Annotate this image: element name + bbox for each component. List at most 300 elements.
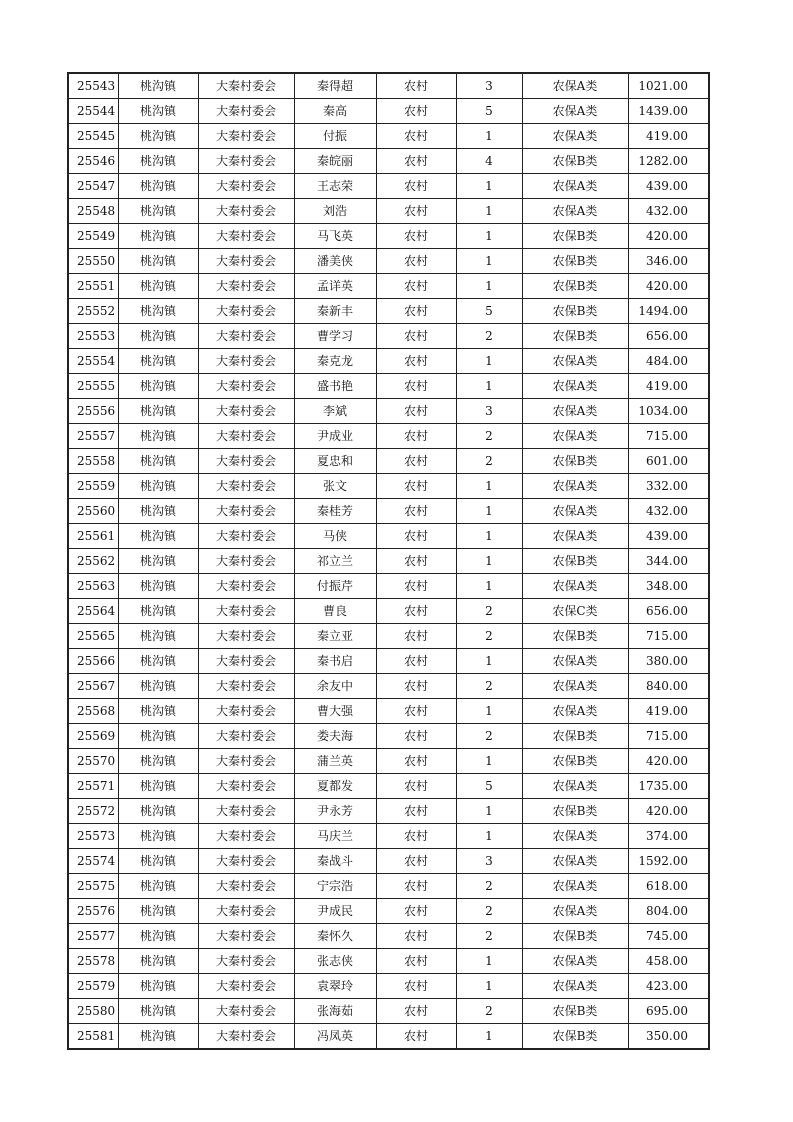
record-id-cell: 25557 (68, 424, 118, 449)
record-id-cell: 25543 (68, 73, 118, 99)
area-type-cell: 农村 (376, 549, 456, 574)
table-row (68, 449, 709, 474)
town-cell: 桃沟镇 (118, 199, 198, 224)
record-id-cell: 25552 (68, 299, 118, 324)
village-committee-cell: 大秦村委会 (198, 549, 294, 574)
insurance-category-cell: 农保A类 (522, 899, 628, 924)
village-committee-cell: 大秦村委会 (198, 73, 294, 99)
town-cell: 桃沟镇 (118, 849, 198, 874)
village-committee-cell: 大秦村委会 (198, 649, 294, 674)
amount-cell: 601.00 (628, 449, 709, 474)
area-type-cell: 农村 (376, 499, 456, 524)
amount-cell: 656.00 (628, 324, 709, 349)
insurance-category-cell: 农保B类 (522, 799, 628, 824)
amount-cell: 439.00 (628, 174, 709, 199)
area-type-cell: 农村 (376, 174, 456, 199)
town-cell: 桃沟镇 (118, 899, 198, 924)
record-id-cell: 25575 (68, 874, 118, 899)
town-cell: 桃沟镇 (118, 374, 198, 399)
village-committee-cell: 大秦村委会 (198, 499, 294, 524)
town-cell: 桃沟镇 (118, 974, 198, 999)
household-count-cell: 2 (456, 424, 522, 449)
village-committee-cell: 大秦村委会 (198, 124, 294, 149)
person-name-cell: 秦得超 (294, 73, 376, 99)
table-row (68, 174, 709, 199)
area-type-cell: 农村 (376, 149, 456, 174)
town-cell: 桃沟镇 (118, 399, 198, 424)
record-id-cell: 25574 (68, 849, 118, 874)
area-type-cell: 农村 (376, 849, 456, 874)
table-row (68, 699, 709, 724)
amount-cell: 419.00 (628, 374, 709, 399)
record-id-cell: 25564 (68, 599, 118, 624)
village-committee-cell: 大秦村委会 (198, 674, 294, 699)
town-cell: 桃沟镇 (118, 274, 198, 299)
person-name-cell: 夏都发 (294, 774, 376, 799)
person-name-cell: 张志侠 (294, 949, 376, 974)
insurance-category-cell: 农保A类 (522, 349, 628, 374)
town-cell: 桃沟镇 (118, 349, 198, 374)
person-name-cell: 潘美侠 (294, 249, 376, 274)
amount-cell: 420.00 (628, 274, 709, 299)
record-id-cell: 25568 (68, 699, 118, 724)
person-name-cell: 王志荣 (294, 174, 376, 199)
person-name-cell: 袁翠玲 (294, 974, 376, 999)
insurance-category-cell: 农保A类 (522, 849, 628, 874)
village-committee-cell: 大秦村委会 (198, 849, 294, 874)
town-cell: 桃沟镇 (118, 649, 198, 674)
town-cell: 桃沟镇 (118, 599, 198, 624)
village-committee-cell: 大秦村委会 (198, 799, 294, 824)
village-committee-cell: 大秦村委会 (198, 824, 294, 849)
household-count-cell: 1 (456, 799, 522, 824)
person-name-cell: 冯凤英 (294, 1024, 376, 1050)
table-row (68, 224, 709, 249)
record-id-cell: 25565 (68, 624, 118, 649)
record-id-cell: 25544 (68, 99, 118, 124)
area-type-cell: 农村 (376, 999, 456, 1024)
household-count-cell: 4 (456, 149, 522, 174)
record-id-cell: 25578 (68, 949, 118, 974)
insurance-category-cell: 农保C类 (522, 599, 628, 624)
record-id-cell: 25550 (68, 249, 118, 274)
table-row (68, 73, 709, 99)
person-name-cell: 秦立亚 (294, 624, 376, 649)
household-count-cell: 2 (456, 324, 522, 349)
table-row (68, 924, 709, 949)
village-committee-cell: 大秦村委会 (198, 524, 294, 549)
area-type-cell: 农村 (376, 474, 456, 499)
town-cell: 桃沟镇 (118, 799, 198, 824)
town-cell: 桃沟镇 (118, 574, 198, 599)
amount-cell: 346.00 (628, 249, 709, 274)
village-committee-cell: 大秦村委会 (198, 224, 294, 249)
area-type-cell: 农村 (376, 349, 456, 374)
village-committee-cell: 大秦村委会 (198, 749, 294, 774)
area-type-cell: 农村 (376, 774, 456, 799)
insurance-category-cell: 农保B类 (522, 449, 628, 474)
town-cell: 桃沟镇 (118, 674, 198, 699)
record-id-cell: 25553 (68, 324, 118, 349)
amount-cell: 695.00 (628, 999, 709, 1024)
household-count-cell: 2 (456, 999, 522, 1024)
record-id-cell: 25577 (68, 924, 118, 949)
table-row (68, 474, 709, 499)
village-committee-cell: 大秦村委会 (198, 1024, 294, 1050)
household-count-cell: 2 (456, 874, 522, 899)
insurance-category-cell: 农保B类 (522, 1024, 628, 1050)
insurance-category-cell: 农保A类 (522, 424, 628, 449)
household-count-cell: 3 (456, 73, 522, 99)
area-type-cell: 农村 (376, 874, 456, 899)
village-committee-cell: 大秦村委会 (198, 974, 294, 999)
area-type-cell: 农村 (376, 799, 456, 824)
household-count-cell: 1 (456, 374, 522, 399)
household-count-cell: 1 (456, 1024, 522, 1050)
table-row (68, 149, 709, 174)
record-id-cell: 25555 (68, 374, 118, 399)
person-name-cell: 尹成民 (294, 899, 376, 924)
person-name-cell: 张海茹 (294, 999, 376, 1024)
amount-cell: 380.00 (628, 649, 709, 674)
amount-cell: 420.00 (628, 224, 709, 249)
amount-cell: 1021.00 (628, 73, 709, 99)
village-committee-cell: 大秦村委会 (198, 349, 294, 374)
insurance-category-cell: 农保B类 (522, 999, 628, 1024)
record-id-cell: 25576 (68, 899, 118, 924)
table-row (68, 99, 709, 124)
town-cell: 桃沟镇 (118, 774, 198, 799)
insurance-category-cell: 农保A类 (522, 73, 628, 99)
record-id-cell: 25569 (68, 724, 118, 749)
village-committee-cell: 大秦村委会 (198, 374, 294, 399)
insurance-category-cell: 农保B类 (522, 724, 628, 749)
town-cell: 桃沟镇 (118, 924, 198, 949)
record-id-cell: 25580 (68, 999, 118, 1024)
household-count-cell: 1 (456, 349, 522, 374)
household-count-cell: 3 (456, 399, 522, 424)
village-committee-cell: 大秦村委会 (198, 99, 294, 124)
village-committee-cell: 大秦村委会 (198, 599, 294, 624)
insurance-category-cell: 农保B类 (522, 274, 628, 299)
table-row (68, 274, 709, 299)
village-committee-cell: 大秦村委会 (198, 174, 294, 199)
person-name-cell: 马飞英 (294, 224, 376, 249)
village-committee-cell: 大秦村委会 (198, 999, 294, 1024)
insurance-category-cell: 农保A类 (522, 974, 628, 999)
person-name-cell: 尹成业 (294, 424, 376, 449)
area-type-cell: 农村 (376, 99, 456, 124)
village-committee-cell: 大秦村委会 (198, 249, 294, 274)
area-type-cell: 农村 (376, 399, 456, 424)
amount-cell: 350.00 (628, 1024, 709, 1050)
amount-cell: 344.00 (628, 549, 709, 574)
area-type-cell: 农村 (376, 899, 456, 924)
table-row (68, 874, 709, 899)
town-cell: 桃沟镇 (118, 699, 198, 724)
amount-cell: 439.00 (628, 524, 709, 549)
village-committee-cell: 大秦村委会 (198, 199, 294, 224)
village-committee-cell: 大秦村委会 (198, 449, 294, 474)
insurance-category-cell: 农保A类 (522, 499, 628, 524)
household-count-cell: 2 (456, 674, 522, 699)
person-name-cell: 蒲兰英 (294, 749, 376, 774)
town-cell: 桃沟镇 (118, 224, 198, 249)
town-cell: 桃沟镇 (118, 174, 198, 199)
person-name-cell: 秦新丰 (294, 299, 376, 324)
amount-cell: 1034.00 (628, 399, 709, 424)
household-count-cell: 1 (456, 474, 522, 499)
table-row (68, 949, 709, 974)
village-committee-cell: 大秦村委会 (198, 149, 294, 174)
village-committee-cell: 大秦村委会 (198, 724, 294, 749)
town-cell: 桃沟镇 (118, 324, 198, 349)
person-name-cell: 曹学习 (294, 324, 376, 349)
amount-cell: 420.00 (628, 749, 709, 774)
insurance-category-cell: 农保B类 (522, 924, 628, 949)
household-count-cell: 3 (456, 849, 522, 874)
town-cell: 桃沟镇 (118, 999, 198, 1024)
household-count-cell: 1 (456, 124, 522, 149)
area-type-cell: 农村 (376, 749, 456, 774)
area-type-cell: 农村 (376, 924, 456, 949)
town-cell: 桃沟镇 (118, 499, 198, 524)
person-name-cell: 盛书艳 (294, 374, 376, 399)
amount-cell: 1282.00 (628, 149, 709, 174)
amount-cell: 484.00 (628, 349, 709, 374)
amount-cell: 423.00 (628, 974, 709, 999)
record-id-cell: 25559 (68, 474, 118, 499)
town-cell: 桃沟镇 (118, 299, 198, 324)
insurance-category-cell: 农保B类 (522, 299, 628, 324)
person-name-cell: 曹大强 (294, 699, 376, 724)
insurance-category-cell: 农保B类 (522, 749, 628, 774)
village-committee-cell: 大秦村委会 (198, 474, 294, 499)
household-count-cell: 2 (456, 724, 522, 749)
table-row (68, 549, 709, 574)
table-row (68, 299, 709, 324)
amount-cell: 715.00 (628, 724, 709, 749)
area-type-cell: 农村 (376, 274, 456, 299)
amount-cell: 1439.00 (628, 99, 709, 124)
insurance-category-cell: 农保A类 (522, 874, 628, 899)
record-id-cell: 25571 (68, 774, 118, 799)
table-row (68, 774, 709, 799)
record-id-cell: 25567 (68, 674, 118, 699)
table-row (68, 599, 709, 624)
area-type-cell: 农村 (376, 724, 456, 749)
insurance-category-cell: 农保A类 (522, 824, 628, 849)
village-committee-cell: 大秦村委会 (198, 624, 294, 649)
insurance-category-cell: 农保A类 (522, 649, 628, 674)
record-id-cell: 25551 (68, 274, 118, 299)
amount-cell: 1735.00 (628, 774, 709, 799)
record-id-cell: 25562 (68, 549, 118, 574)
town-cell: 桃沟镇 (118, 524, 198, 549)
area-type-cell: 农村 (376, 299, 456, 324)
town-cell: 桃沟镇 (118, 874, 198, 899)
record-id-cell: 25581 (68, 1024, 118, 1050)
table-row (68, 749, 709, 774)
town-cell: 桃沟镇 (118, 149, 198, 174)
table-row (68, 374, 709, 399)
table-row (68, 574, 709, 599)
table-row (68, 324, 709, 349)
table-row (68, 899, 709, 924)
table-row (68, 974, 709, 999)
household-count-cell: 1 (456, 699, 522, 724)
person-name-cell: 孟详英 (294, 274, 376, 299)
village-committee-cell: 大秦村委会 (198, 574, 294, 599)
table-row (68, 524, 709, 549)
insurance-category-cell: 农保A类 (522, 124, 628, 149)
person-name-cell: 尹永芳 (294, 799, 376, 824)
person-name-cell: 秦战斗 (294, 849, 376, 874)
record-id-cell: 25545 (68, 124, 118, 149)
area-type-cell: 农村 (376, 249, 456, 274)
town-cell: 桃沟镇 (118, 124, 198, 149)
household-count-cell: 1 (456, 974, 522, 999)
table-row (68, 124, 709, 149)
record-id-cell: 25547 (68, 174, 118, 199)
village-committee-cell: 大秦村委会 (198, 699, 294, 724)
insurance-category-cell: 农保A类 (522, 774, 628, 799)
insurance-category-cell: 农保A类 (522, 949, 628, 974)
area-type-cell: 农村 (376, 949, 456, 974)
record-id-cell: 25566 (68, 649, 118, 674)
household-count-cell: 2 (456, 624, 522, 649)
household-count-cell: 2 (456, 899, 522, 924)
amount-cell: 458.00 (628, 949, 709, 974)
table-row (68, 799, 709, 824)
record-id-cell: 25548 (68, 199, 118, 224)
person-name-cell: 秦怀久 (294, 924, 376, 949)
household-count-cell: 2 (456, 924, 522, 949)
person-name-cell: 余友中 (294, 674, 376, 699)
town-cell: 桃沟镇 (118, 549, 198, 574)
record-id-cell: 25558 (68, 449, 118, 474)
insurance-category-cell: 农保B类 (522, 549, 628, 574)
village-committee-cell: 大秦村委会 (198, 274, 294, 299)
person-name-cell: 秦高 (294, 99, 376, 124)
insurance-category-cell: 农保A类 (522, 399, 628, 424)
amount-cell: 432.00 (628, 499, 709, 524)
area-type-cell: 农村 (376, 449, 456, 474)
area-type-cell: 农村 (376, 124, 456, 149)
amount-cell: 715.00 (628, 424, 709, 449)
household-count-cell: 1 (456, 199, 522, 224)
household-count-cell: 1 (456, 549, 522, 574)
amount-cell: 745.00 (628, 924, 709, 949)
household-count-cell: 1 (456, 224, 522, 249)
household-count-cell: 5 (456, 774, 522, 799)
person-name-cell: 娄夫海 (294, 724, 376, 749)
village-committee-cell: 大秦村委会 (198, 899, 294, 924)
amount-cell: 332.00 (628, 474, 709, 499)
insurance-category-cell: 农保A类 (522, 99, 628, 124)
area-type-cell: 农村 (376, 199, 456, 224)
household-count-cell: 1 (456, 174, 522, 199)
household-count-cell: 1 (456, 274, 522, 299)
village-committee-cell: 大秦村委会 (198, 774, 294, 799)
table-row (68, 199, 709, 224)
table-row (68, 649, 709, 674)
area-type-cell: 农村 (376, 574, 456, 599)
area-type-cell: 农村 (376, 374, 456, 399)
household-count-cell: 1 (456, 249, 522, 274)
person-name-cell: 付振芹 (294, 574, 376, 599)
town-cell: 桃沟镇 (118, 249, 198, 274)
town-cell: 桃沟镇 (118, 824, 198, 849)
town-cell: 桃沟镇 (118, 949, 198, 974)
person-name-cell: 刘浩 (294, 199, 376, 224)
household-count-cell: 1 (456, 574, 522, 599)
household-count-cell: 1 (456, 824, 522, 849)
amount-cell: 432.00 (628, 199, 709, 224)
table-row (68, 849, 709, 874)
person-name-cell: 李斌 (294, 399, 376, 424)
area-type-cell: 农村 (376, 1024, 456, 1050)
village-committee-cell: 大秦村委会 (198, 324, 294, 349)
person-name-cell: 马庆兰 (294, 824, 376, 849)
table-row (68, 624, 709, 649)
person-name-cell: 付振 (294, 124, 376, 149)
record-id-cell: 25556 (68, 399, 118, 424)
household-count-cell: 1 (456, 524, 522, 549)
town-cell: 桃沟镇 (118, 99, 198, 124)
insurance-category-cell: 农保A类 (522, 674, 628, 699)
area-type-cell: 农村 (376, 674, 456, 699)
household-count-cell: 1 (456, 499, 522, 524)
record-id-cell: 25554 (68, 349, 118, 374)
record-id-cell: 25561 (68, 524, 118, 549)
insurance-category-cell: 农保B类 (522, 224, 628, 249)
amount-cell: 656.00 (628, 599, 709, 624)
amount-cell: 419.00 (628, 699, 709, 724)
table-row (68, 999, 709, 1024)
area-type-cell: 农村 (376, 324, 456, 349)
household-count-cell: 2 (456, 449, 522, 474)
table-row (68, 499, 709, 524)
amount-cell: 419.00 (628, 124, 709, 149)
table-row (68, 399, 709, 424)
amount-cell: 1494.00 (628, 299, 709, 324)
household-count-cell: 1 (456, 949, 522, 974)
insurance-category-cell: 农保B类 (522, 249, 628, 274)
person-name-cell: 曹良 (294, 599, 376, 624)
table-row (68, 824, 709, 849)
town-cell: 桃沟镇 (118, 474, 198, 499)
record-id-cell: 25549 (68, 224, 118, 249)
area-type-cell: 农村 (376, 974, 456, 999)
household-count-cell: 1 (456, 649, 522, 674)
beneficiary-table (67, 72, 710, 1050)
amount-cell: 348.00 (628, 574, 709, 599)
insurance-category-cell: 农保B类 (522, 149, 628, 174)
amount-cell: 804.00 (628, 899, 709, 924)
record-id-cell: 25572 (68, 799, 118, 824)
table-row (68, 724, 709, 749)
record-id-cell: 25579 (68, 974, 118, 999)
town-cell: 桃沟镇 (118, 73, 198, 99)
insurance-category-cell: 农保A类 (522, 574, 628, 599)
area-type-cell: 农村 (376, 599, 456, 624)
person-name-cell: 张文 (294, 474, 376, 499)
insurance-category-cell: 农保A类 (522, 374, 628, 399)
amount-cell: 1592.00 (628, 849, 709, 874)
town-cell: 桃沟镇 (118, 624, 198, 649)
town-cell: 桃沟镇 (118, 424, 198, 449)
